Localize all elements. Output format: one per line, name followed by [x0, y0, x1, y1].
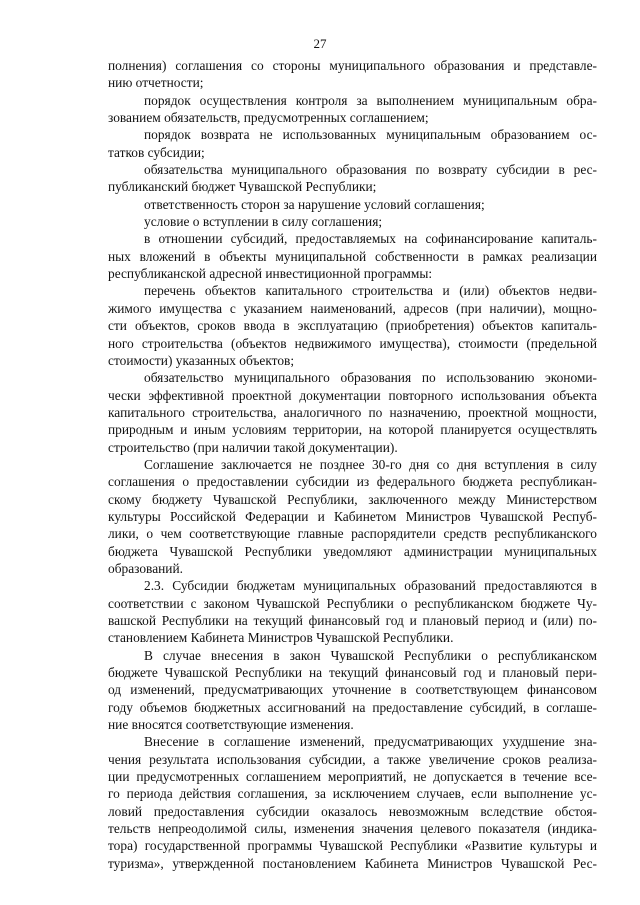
- text-line: В случае внесения в закон Чувашской Республики о республиканском: [144, 647, 597, 663]
- text-line: го периода действия соглашения, за исключением случаев, если выполнение ус-: [108, 786, 597, 802]
- text-line: обязательство муниципального образования по использованию экономи-: [144, 370, 597, 386]
- text-line: чески эффективной проектной документации повторного использования объекта: [108, 387, 597, 403]
- text-line: стоимости) указанных объектов;: [108, 352, 295, 368]
- text-line: порядок осуществления контроля за выполнением муниципальным обра-: [144, 92, 597, 108]
- text-line: ловий предоставления субсидии оказалось невозможным вследствие обстоя-: [108, 803, 597, 819]
- text-line: зованием обязательств, предусмотренных соглашением;: [108, 110, 429, 126]
- text-line: публиканский бюджет Чувашской Республики;: [108, 179, 377, 195]
- text-line: скому бюджету Чувашской Республики, заключенного между Министерством: [108, 491, 597, 507]
- text-line: лики, о чем соответствующие главные распорядители средств республиканского: [108, 526, 597, 542]
- text-line: жимого имущества с указанием наименований, адресов (при наличии), мощно-: [108, 300, 597, 316]
- text-line: соответствии с законом Чувашской Республики о республиканском бюджете Чу-: [108, 595, 597, 611]
- text-line: татков субсидии;: [108, 144, 205, 160]
- text-line: Внесение в соглашение изменений, предусматривающих ухудшение зна-: [144, 734, 597, 750]
- text-line: сти объектов, сроков ввода в эксплуатацию (приобретения) объектов капиталь-: [108, 318, 597, 334]
- text-line: обязательства муниципального образования по возврату субсидии в рес-: [144, 162, 597, 178]
- text-line: республиканской адресной инвестиционной программы:: [108, 266, 433, 282]
- text-line: Соглашение заключается не позднее 30-го дня со дня вступления в силу: [144, 456, 597, 472]
- text-line: туризма», утвержденной постановлением Кабинета Министров Чувашской Рес-: [108, 855, 597, 871]
- text-line: чения результата использования субсидии, а также увеличение сроков реализа-: [108, 751, 597, 767]
- text-line: бюджета Чувашской Республики уведомляют администрации муниципальных: [108, 543, 597, 559]
- text-line: году объемов бюджетных ассигнований на предоставление субсидий, в соглаше-: [108, 699, 597, 715]
- text-line: порядок возврата не использованных муниципальным образованием ос-: [144, 127, 597, 143]
- document-body: [108, 57, 597, 872]
- text-line: од изменений, предусматривающих уточнение в соответствующем финансовом: [108, 682, 597, 698]
- text-line: перечень объектов капитального строительства и (или) объектов недви-: [144, 283, 597, 299]
- text-line: в отношении субсидий, предоставляемых на софинансирование капиталь-: [144, 231, 597, 247]
- text-line: становлением Кабинета Министров Чувашской Республики.: [108, 630, 454, 646]
- text-line: ние вносятся соответствующие изменения.: [108, 717, 354, 733]
- text-line: тора) государственной программы Чувашской Республики «Развитие культуры и: [108, 838, 597, 854]
- text-line: тельств непреодолимой силы, изменения значения целевого показателя (индика-: [108, 821, 597, 837]
- text-line: ного строительства (объектов недвижимого имущества), стоимости (предельной: [108, 335, 597, 351]
- text-line: культуры Российской Федерации и Кабинетом Министров Чувашской Респуб-: [108, 508, 597, 524]
- text-line: капитального строительства, аналогичного по назначению, проектной мощности,: [108, 404, 597, 420]
- page-number: 27: [313, 36, 327, 51]
- text-line: ных вложений в объекты муниципальной собственности в рамках реализации: [108, 248, 597, 264]
- text-line: нию отчетности;: [108, 75, 204, 91]
- text-line: полнения) соглашения со стороны муниципального образования и представле-: [108, 58, 597, 73]
- text-line: условие о вступлении в силу соглашения;: [144, 214, 383, 230]
- text-line: бюджете Чувашской Республики на текущий финансовый год и плановый пери-: [108, 665, 597, 681]
- text-line: ответственность сторон за нарушение условий соглашения;: [144, 196, 485, 212]
- text-line: образований.: [108, 560, 183, 576]
- text-line: ции предусмотренных соглашением мероприятий, не допускается в течение все-: [108, 769, 597, 785]
- text-line: строительство (при наличии такой документации).: [108, 439, 398, 455]
- text-line: 2.3. Субсидии бюджетам муниципальных образований предоставляются в: [144, 578, 597, 594]
- text-line: соглашения о предоставлении субсидии из федерального бюджета республикан-: [108, 474, 597, 490]
- text-line: природным и иным условиям территории, на которой планируется осуществлять: [108, 422, 597, 438]
- text-line: вашской Республики на текущий финансовый год и плановый период и (или) по-: [108, 613, 597, 628]
